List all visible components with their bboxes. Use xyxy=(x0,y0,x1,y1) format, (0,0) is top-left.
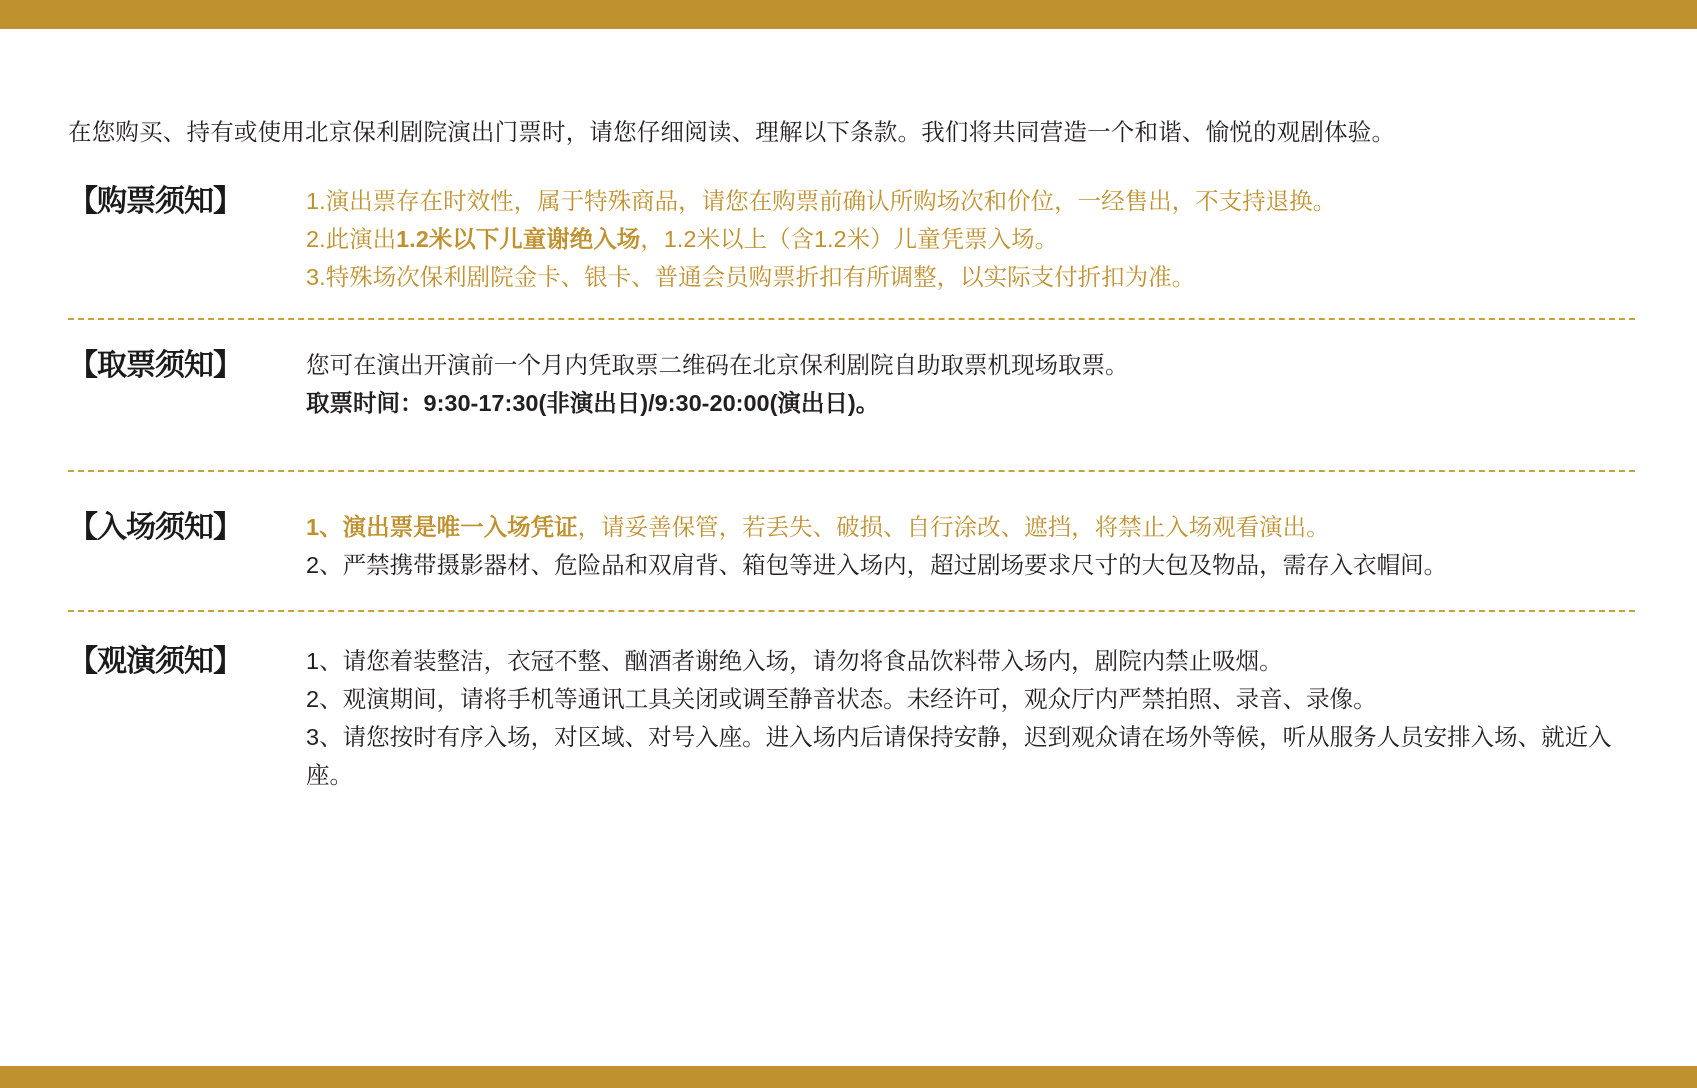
entry-line-1-emphasis: 1、演出票是唯一入场凭证 xyxy=(306,514,578,541)
viewing-line-2: 2、观演期间，请将手机等通讯工具关闭或调至静音状态。未经许可，观众厅内严禁拍照、录音、录像。 xyxy=(306,686,1377,713)
purchase-line-2-suffix: ，1.2米以上（含1.2米）儿童凭票入场。 xyxy=(640,225,1059,252)
section-pickup-title: 【取票须知】 xyxy=(68,348,242,382)
entry-line-1 xyxy=(306,508,1635,546)
section-entry-body xyxy=(306,508,1635,584)
divider-3 xyxy=(68,610,1635,612)
viewing-line-3: 3、请您按时有序入场，对区域、对号入座。进入场内后请保持安静，迟到观众请在场外等候，听从服务人员安排入场、就近入座。 xyxy=(306,724,1612,789)
section-viewing-title: 【观演须知】 xyxy=(68,645,242,679)
pickup-line-2: 取票时间：9:30-17:30(非演出日)/9:30-20:00(演出日)。 xyxy=(306,390,880,416)
intro-paragraph: 在您购买、持有或使用北京保利剧院演出门票时，请您仔细阅读、理解以下条款。我们将共同营造一个和谐、愉悦的观剧体验。 xyxy=(68,118,1396,145)
bottom-accent-bar xyxy=(0,1066,1697,1088)
viewing-line-1: 1、请您着装整洁，衣冠不整、酗酒者谢绝入场，请勿将食品饮料带入场内，剧院内禁止吸烟。 xyxy=(306,648,1283,675)
divider-1 xyxy=(68,318,1635,320)
divider-2 xyxy=(68,470,1635,472)
purchase-line-1: 1.演出票存在时效性，属于特殊商品，请您在购票前确认所购场次和价位，一经售出，不支持退换。 xyxy=(306,187,1337,214)
section-entry-notice xyxy=(68,508,1635,584)
section-purchase-body xyxy=(306,182,1635,296)
section-purchase-title: 【购票须知】 xyxy=(68,184,242,218)
purchase-line-2 xyxy=(306,220,1635,258)
purchase-line-3: 3.特殊场次保利剧院金卡、银卡、普通会员购票折扣有所调整，以实际支付折扣为准。 xyxy=(306,263,1196,290)
purchase-line-2-prefix: 2.此演出 xyxy=(306,225,397,252)
entry-line-1-rest: ，请妥善保管，若丢失、破损、自行涂改、遮挡，将禁止入场观看演出。 xyxy=(577,514,1330,541)
entry-line-2: 2、严禁携带摄影器材、危险品和双肩背、箱包等进入场内，超过剧场要求尺寸的大包及物品，需存入衣帽间。 xyxy=(306,552,1448,579)
section-entry-title: 【入场须知】 xyxy=(68,511,242,545)
section-pickup-body xyxy=(306,346,1635,422)
section-viewing-notice xyxy=(68,642,1635,794)
top-accent-bar xyxy=(0,0,1697,29)
section-pickup-notice xyxy=(68,346,1635,422)
notice-content xyxy=(0,29,1697,1066)
purchase-line-2-emphasis: 1.2米以下儿童谢绝入场 xyxy=(396,225,641,252)
pickup-line-1: 您可在演出开演前一个月内凭取票二维码在北京保利剧院自助取票机现场取票。 xyxy=(306,351,1129,378)
section-viewing-body xyxy=(306,642,1635,794)
section-purchase-notice xyxy=(68,182,1635,296)
